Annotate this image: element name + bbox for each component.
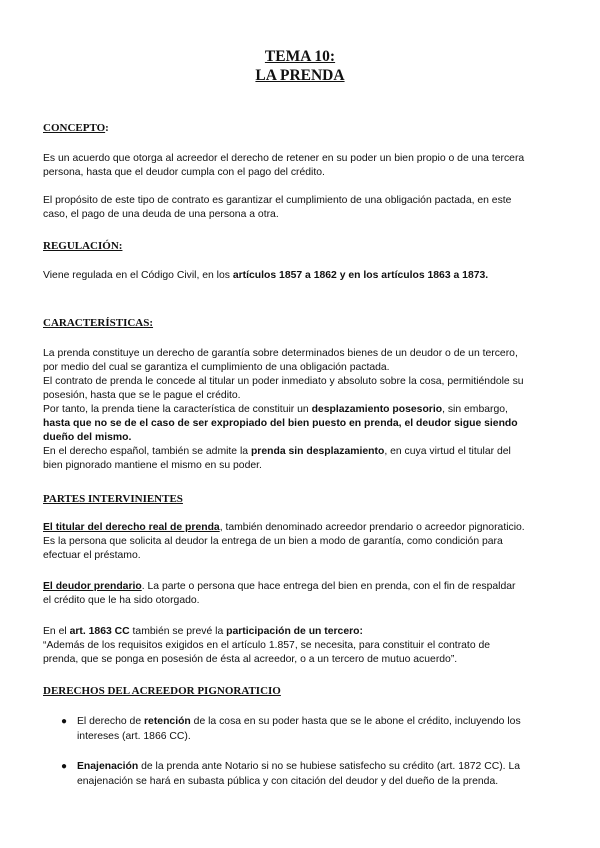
section-heading-concepto: CONCEPTO:: [43, 122, 109, 134]
title-line-2: LA PRENDA: [255, 67, 345, 84]
derechos-item-enajenacion: Enajenación de la prenda ante Notario si no se hubiese satisfecho su crédito (art. 1872 CC). La enajenación se hará en subasta pública y con citación del deudor y del dueño de la prenda.: [77, 761, 521, 787]
section-heading-caracteristicas: CARACTERÍSTICAS:: [43, 317, 154, 329]
section-heading-derechos: DERECHOS DEL ACREEDOR PIGNORATICIO: [43, 685, 281, 697]
section-heading-partes: PARTES INTERVINIENTES: [43, 493, 183, 505]
partes-deudor-paragraph: El deudor prendario. La parte o persona que hace entrega del bien en prenda, con el fin de respaldar el crédito que le ha sido otorgado.: [43, 581, 516, 606]
partes-articulo-paragraph: En el art. 1863 CC también se prevé la participación de un tercero: “Además de los requisitos exigidos en el artículo 1.857, se necesita, para constituir el contrato de prenda, que se ponga en posesión de ésta al acreedor, o a un tercero de mutuo acuerdo”.: [43, 626, 491, 665]
regulacion-paragraph: Viene regulada en el Código Civil, en los artículos 1857 a 1862 y en los artículos 1863 a 1873.: [43, 270, 489, 281]
concepto-paragraph-2: El propósito de este tipo de contrato es garantizar el cumplimiento de una obligación pactada, en este caso, el pago de una deuda de una persona a otra.: [43, 195, 512, 220]
section-heading-regulacion: REGULACIÓN:: [43, 240, 123, 252]
concepto-paragraph-1: Es un acuerdo que otorga al acreedor el derecho de retener en su poder un bien propio o de una tercera persona, hasta que el deudor cumpla con el pago del crédito.: [43, 153, 525, 178]
caracteristicas-paragraph: La prenda constituye un derecho de garantía sobre determinados bienes de un deudor o de un tercero, por medio del cual se garantiza el cumplimiento de una obligación pactada. El contrato de prenda le concede al titular un poder inmediato y absoluto sobre la cosa, permitiéndole su posesión, hasta que se le pague el crédito. Por tanto, la prenda tiene la característica de constituir un desplazamiento posesorio, sin embargo, hasta que no se de el caso de ser expropiado del bien puesto en prenda, el deudor sigue siendo dueño del mismo. En el derecho español, también se admite la prenda sin desplazamiento, en cuya virtud el titular del bien pignorado mantiene el mismo en su poder.: [43, 348, 524, 471]
title-line-1: TEMA 10:: [264, 48, 336, 65]
derechos-item-retencion: El derecho de retención de la cosa en su poder hasta que se le abone el crédito, incluyendo los intereses (art. 1866 CC).: [77, 716, 521, 742]
bullet-icon: ●: [61, 716, 68, 727]
partes-titular-paragraph: El titular del derecho real de prenda, también denominado acreedor prendario o acreedor pignoraticio. Es la persona que solicita al deudor la entrega de un bien a modo de garantía, como condición para efectuar el préstamo.: [43, 522, 525, 561]
bullet-icon: ●: [61, 761, 68, 772]
